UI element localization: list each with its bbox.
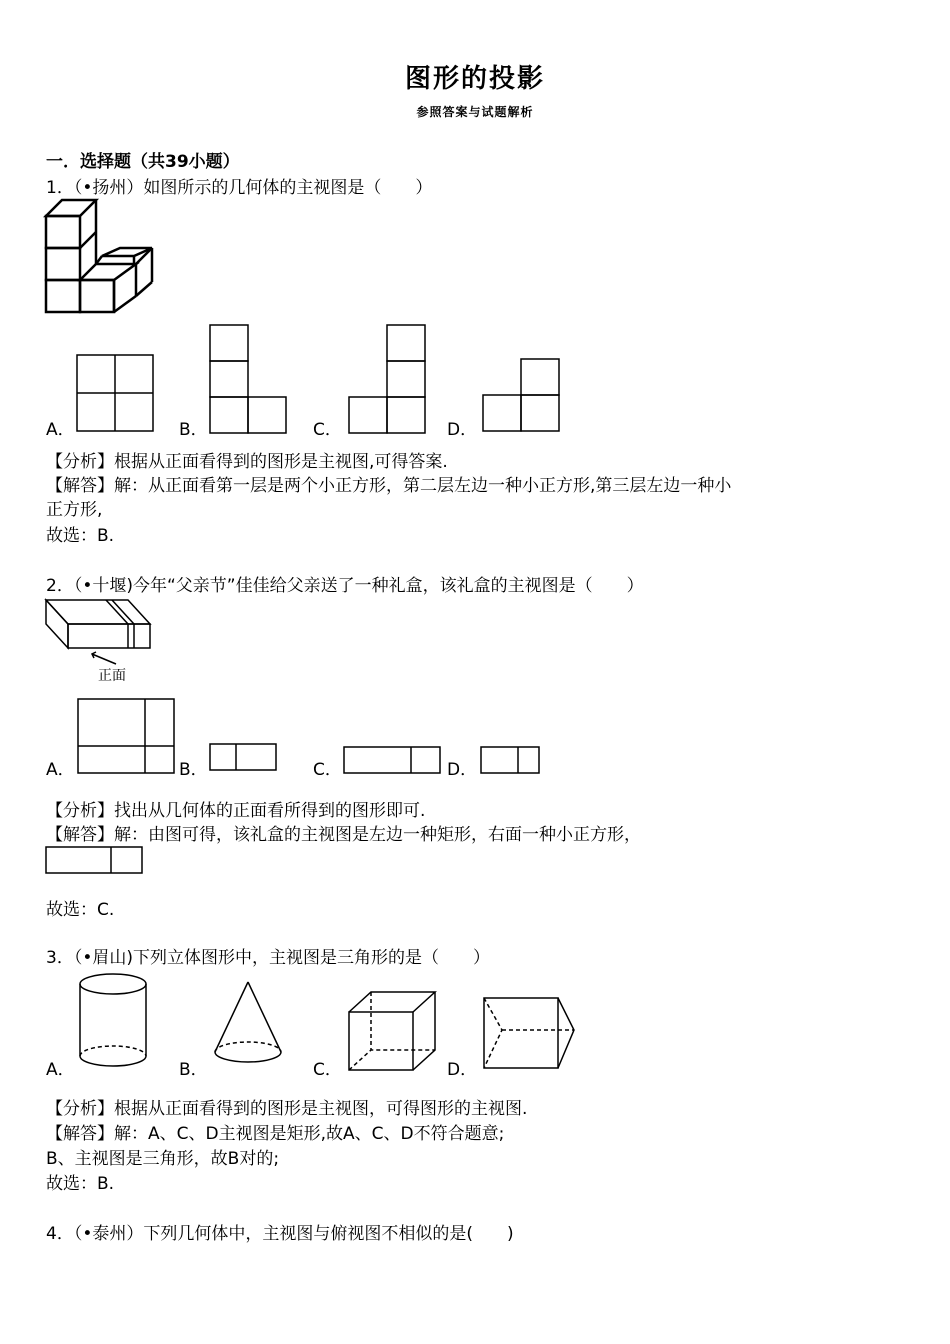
q2-solution: 【解答】解：由图可得，该礼盒的主视图是左边一种矩形，右面一种小正方形， bbox=[46, 825, 641, 845]
q2-analysis: 【分析】找出从几何体的正面看所得到的图形即可. bbox=[46, 801, 426, 821]
q3-option-b-cone bbox=[212, 980, 284, 1066]
q3-answer: 故选：B. bbox=[46, 1174, 115, 1194]
q3-option-d[interactable]: D． bbox=[447, 1060, 478, 1080]
q1-option-c[interactable]: C． bbox=[313, 420, 342, 440]
q1-option-c-figure bbox=[348, 324, 428, 434]
q3-option-a-cylinder bbox=[78, 972, 150, 1068]
q2-option-c[interactable]: C． bbox=[313, 760, 342, 780]
q1-option-a[interactable]: A． bbox=[46, 420, 75, 440]
q1-solid-figure bbox=[44, 196, 156, 316]
q1-solution-line2: 正方形, bbox=[46, 500, 103, 520]
q2-front-label: 正面 bbox=[98, 668, 126, 684]
q2-option-d[interactable]: D． bbox=[447, 760, 478, 780]
q2-answer: 故选：C. bbox=[46, 900, 115, 920]
q1-option-b[interactable]: B． bbox=[179, 420, 208, 440]
q1-solution-line1: 【解答】解：从正面看第一层是两个小正方形，第二层左边一种小正方形,第三层左边一种小 bbox=[46, 476, 732, 496]
q2-option-d-figure bbox=[480, 746, 542, 776]
q1-option-d[interactable]: D． bbox=[447, 420, 478, 440]
q3-stem: 3．（•眉山)下列立体图形中，主视图是三角形的是（ ） bbox=[46, 948, 490, 968]
q1-option-d-figure bbox=[482, 358, 562, 434]
q3-option-c-cube bbox=[347, 990, 447, 1074]
q1-option-b-figure bbox=[209, 324, 289, 434]
q3-option-b[interactable]: B． bbox=[179, 1060, 208, 1080]
q2-option-c-figure bbox=[343, 746, 443, 776]
q1-option-a-figure bbox=[76, 354, 156, 434]
q2-solution-figure bbox=[45, 846, 145, 876]
q3-option-d-prism bbox=[482, 994, 578, 1072]
q2-option-b[interactable]: B． bbox=[179, 760, 208, 780]
q2-option-a[interactable]: A． bbox=[46, 760, 75, 780]
q1-analysis: 【分析】根据从正面看得到的图形是主视图,可得答案. bbox=[46, 452, 448, 472]
q3-solution-line1: 【解答】解：A、C、D主视图是矩形,故A、C、D不符合题意; bbox=[46, 1124, 505, 1144]
q2-stem: 2．（•十堰)今年“父亲节”佳佳给父亲送了一种礼盒，该礼盒的主视图是（ ） bbox=[46, 576, 644, 596]
q3-option-c[interactable]: C． bbox=[313, 1060, 342, 1080]
q1-stem: 1．（•扬州）如图所示的几何体的主视图是（ ） bbox=[46, 178, 433, 198]
q2-gift-box-figure bbox=[44, 598, 156, 684]
q3-analysis: 【分析】根据从正面看得到的图形是主视图，可得图形的主视图. bbox=[46, 1099, 528, 1119]
q3-option-a[interactable]: A． bbox=[46, 1060, 75, 1080]
q4-stem: 4．（•泰州）下列几何体中，主视图与俯视图不相似的是( ) bbox=[46, 1224, 514, 1244]
q3-solution-line2: B、主视图是三角形，故B对的; bbox=[46, 1149, 280, 1169]
page-subtitle: 参照答案与试题解析 bbox=[416, 105, 534, 119]
page-title: 图形的投影 bbox=[404, 64, 545, 94]
q1-answer: 故选：B. bbox=[46, 526, 115, 546]
q2-option-a-figure bbox=[77, 698, 177, 776]
q2-option-b-figure bbox=[209, 743, 279, 773]
section-heading: 一．选择题（共39小题） bbox=[46, 152, 240, 172]
